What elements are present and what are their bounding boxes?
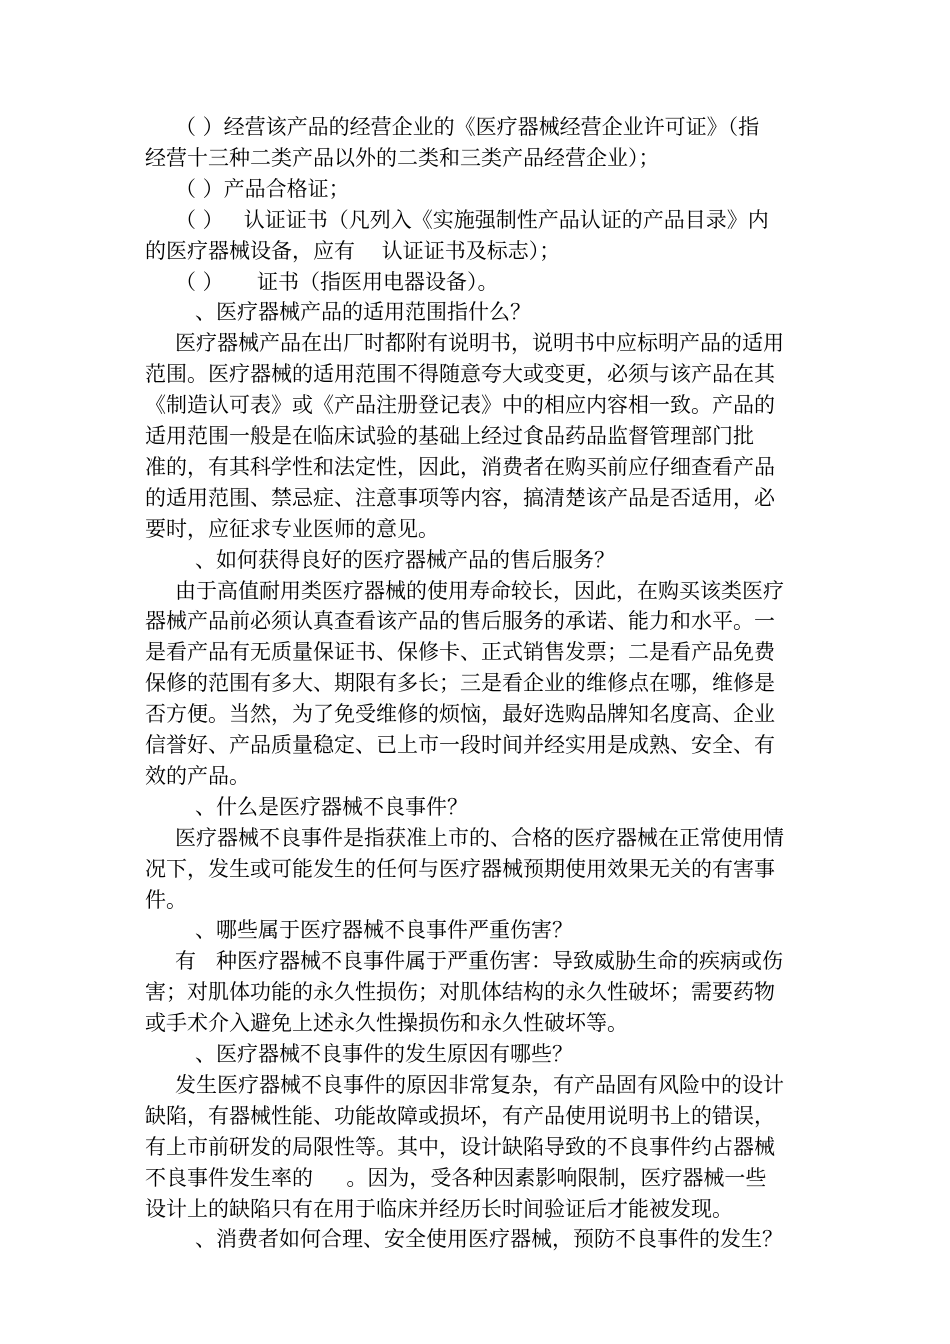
text-line: 、医疗器械不良事件的发生原因有哪些？ bbox=[175, 1042, 574, 1066]
text-line: 设计上的缺陷只有在用于临床并经历长时间验证后才能被发现。 bbox=[145, 1196, 733, 1221]
text-line: 有 种医疗器械不良事件属于严重伤害：导致威胁生命的疾病或伤 bbox=[175, 949, 784, 974]
text-line: 、哪些属于医疗器械不良事件严重伤害？ bbox=[175, 918, 574, 943]
text-line: （ ） 认证证书（凡列入《实施强制性产品认证的产品目录》内 bbox=[175, 207, 769, 232]
text-line: 效的产品。 bbox=[145, 763, 250, 788]
text-line: 经营十三种二类产品以外的二类和三类产品经营企业）； bbox=[145, 145, 660, 170]
text-line: 是看产品有无质量保证书、保修卡、正式销售发票；二是看产品免费 bbox=[145, 640, 775, 665]
text-line: 、医疗器械产品的适用范围指什么？ bbox=[175, 300, 532, 325]
text-line: 害；对肌体功能的永久性损伤；对肌体结构的永久性破坏；需要药物 bbox=[145, 980, 775, 1005]
text-line: 医疗器械产品在出厂时都附有说明书，说明书中应标明产品的适用 bbox=[175, 331, 784, 356]
text-line: 况下，发生或可能发生的任何与医疗器械预期使用效果无关的有害事 bbox=[145, 856, 775, 881]
text-line: 缺陷，有器械性能、功能故障或损坏，有产品使用说明书上的错误， bbox=[145, 1103, 775, 1128]
text-line: 要时，应征求专业医师的意见。 bbox=[145, 516, 439, 541]
text-line: 、如何获得良好的医疗器械产品的售后服务？ bbox=[175, 547, 616, 572]
text-line: 的医疗器械设备，应有 认证证书及标志）； bbox=[145, 238, 561, 263]
text-line: （ ）产品合格证； bbox=[175, 176, 350, 201]
text-line: 准的，有其科学性和法定性，因此，消费者在购买前应仔细查看产品 bbox=[145, 454, 775, 479]
text-line: 件。 bbox=[145, 887, 187, 912]
text-line: 发生医疗器械不良事件的原因非常复杂，有产品固有风险中的设计 bbox=[175, 1072, 784, 1097]
text-line: 由于高值耐用类医疗器械的使用寿命较长，因此，在购买该类医疗 bbox=[175, 578, 784, 603]
text-line: 否方便。当然，为了免受维修的烦恼，最好选购品牌知名度高、企业 bbox=[145, 702, 775, 727]
text-line: 《制造认可表》或《产品注册登记表》中的相应内容相一致。产品的 bbox=[145, 393, 775, 418]
text-line: （ ）经营该产品的经营企业的《医疗器械经营企业许可证》（指 bbox=[175, 115, 760, 139]
text-line: 的适用范围、禁忌症、注意事项等内容，搞清楚该产品是否适用，必 bbox=[145, 485, 775, 510]
text-line: 信誉好、产品质量稳定、已上市一段时间并经实用是成熟、安全、有 bbox=[145, 733, 775, 757]
text-line: 、什么是医疗器械不良事件？ bbox=[175, 794, 469, 819]
text-line: 范围。医疗器械的适用范围不得随意夸大或变更，必须与该产品在其 bbox=[145, 362, 775, 387]
text-line: 或手术介入避免上述永久性操损伤和永久性破坏等。 bbox=[145, 1011, 628, 1036]
text-line: 有上市前研发的局限性等。其中，设计缺陷导致的不良事件约占器械 bbox=[145, 1134, 775, 1159]
text-line: 、消费者如何合理、安全使用医疗器械，预防不良事件的发生？ bbox=[175, 1227, 784, 1252]
text-line: 适用范围一般是在临床试验的基础上经过食品药品监督管理部门批 bbox=[145, 424, 754, 448]
text-line: 保修的范围有多大、期限有多长；三是看企业的维修点在哪，维修是 bbox=[145, 671, 775, 696]
text-line: （ ） 证书（指医用电器设备）。 bbox=[175, 269, 499, 294]
text-line: 不良事件发生率的 。因为，受各种因素影响限制，医疗器械一些 bbox=[145, 1165, 767, 1190]
text-line: 器械产品前必须认真查看该产品的售后服务的承诺、能力和水平。一 bbox=[145, 609, 775, 634]
text-line: 医疗器械不良事件是指获准上市的、合格的医疗器械在正常使用情 bbox=[175, 825, 784, 850]
